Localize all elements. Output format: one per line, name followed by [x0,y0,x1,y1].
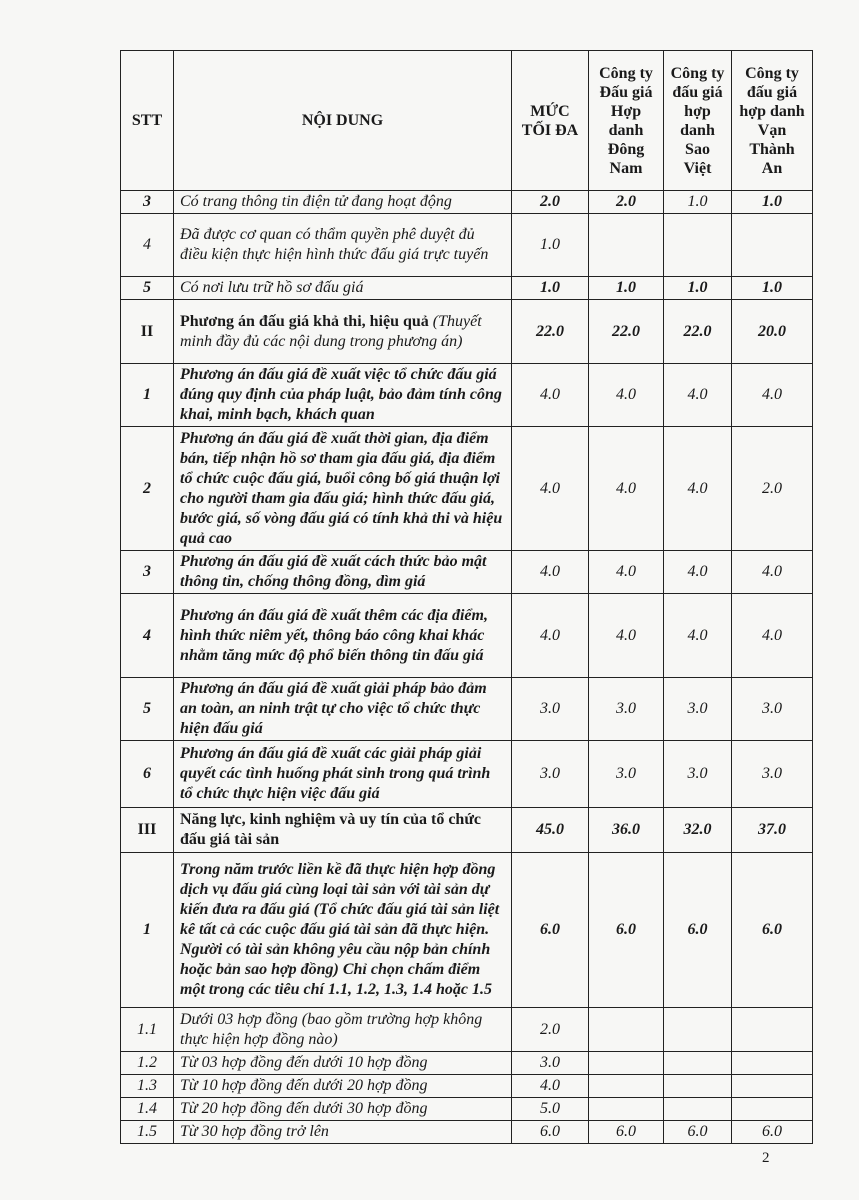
row-cty3: 4.0 [732,594,813,678]
row-cty1: 1.0 [589,277,664,300]
row-content: Từ 30 hợp đồng trở lên [174,1121,512,1144]
row-cty1: 4.0 [589,364,664,427]
table-row [121,427,813,551]
row-cty3 [732,1075,813,1098]
row-cty3: 6.0 [732,853,813,1008]
row-cty1: 3.0 [589,741,664,808]
row-cty2 [664,1098,732,1121]
header-cty-dong-nam: Công ty Đấu giá Hợp danh Đông Nam [589,51,664,191]
row-cty2: 4.0 [664,551,732,594]
table-row [121,551,813,594]
row-cty2: 3.0 [664,678,732,741]
scoring-table [120,50,813,1144]
row-cty3: 1.0 [732,191,813,214]
row-content: Phương án đấu giá đề xuất việc tổ chức đấu giá đúng quy định của pháp luật, bảo đảm tính công khai, minh bạch, khách quan [174,364,512,427]
row-max: 2.0 [512,191,589,214]
row-stt: 1.4 [121,1098,174,1121]
row-cty1 [589,1008,664,1052]
table-row [121,364,813,427]
row-cty3: 4.0 [732,551,813,594]
row-max: 45.0 [512,808,589,853]
row-max: 3.0 [512,1052,589,1075]
row-stt: 1 [121,364,174,427]
row-cty2: 32.0 [664,808,732,853]
row-cty3: 37.0 [732,808,813,853]
row-max: 4.0 [512,551,589,594]
header-stt: STT [121,51,174,191]
row-stt: 5 [121,678,174,741]
row-max: 4.0 [512,594,589,678]
header-cty-sao-viet: Công ty đấu giá hợp danh Sao Việt [664,51,732,191]
row-cty2 [664,1075,732,1098]
row-cty1: 2.0 [589,191,664,214]
row-content: Phương án đấu giá đề xuất thời gian, địa điểm bán, tiếp nhận hồ sơ tham gia đấu giá, địa điểm tổ chức cuộc đấu giá, buổi công bố giá thuận lợi cho người tham gia đấu giá; hình thức đấu giá, bước giá, số vòng đấu giá có tính khả thi và hiệu quả cao [174,427,512,551]
row-stt: 3 [121,191,174,214]
row-cty2: 4.0 [664,427,732,551]
row-cty2: 6.0 [664,1121,732,1144]
table-row [121,1121,813,1144]
row-max: 3.0 [512,741,589,808]
table-row [121,191,813,214]
row-content: Phương án đấu giá đề xuất cách thức bảo mật thông tin, chống thông đồng, dìm giá [174,551,512,594]
row-cty2 [664,214,732,277]
table-row [121,1098,813,1121]
row-content: Phương án đấu giá đề xuất giải pháp bảo đảm an toàn, an ninh trật tự cho việc tổ chức thực hiện đấu giá [174,678,512,741]
row-max: 6.0 [512,1121,589,1144]
header-noi-dung: NỘI DUNG [174,51,512,191]
row-max: 4.0 [512,427,589,551]
row-cty1: 3.0 [589,678,664,741]
row-max: 6.0 [512,853,589,1008]
row-cty1 [589,1052,664,1075]
row-content: Từ 10 hợp đồng đến dưới 20 hợp đồng [174,1075,512,1098]
row-stt: 1.1 [121,1008,174,1052]
table-row [121,853,813,1008]
row-cty3 [732,1052,813,1075]
table-row [121,678,813,741]
row-cty2: 4.0 [664,364,732,427]
row-stt: 6 [121,741,174,808]
row-max: 3.0 [512,678,589,741]
row-cty3: 1.0 [732,277,813,300]
row-content: Đã được cơ quan có thẩm quyền phê duyệt đủ điều kiện thực hiện hình thức đấu giá trực tuyến [174,214,512,277]
row-cty3 [732,214,813,277]
row-max: 2.0 [512,1008,589,1052]
table-row [121,1008,813,1052]
row-stt: 5 [121,277,174,300]
table-row [121,1075,813,1098]
row-cty1: 4.0 [589,551,664,594]
row-max: 4.0 [512,364,589,427]
row-cty1: 4.0 [589,427,664,551]
row-stt: 4 [121,214,174,277]
row-stt: 1.3 [121,1075,174,1098]
row-cty2 [664,1008,732,1052]
row-cty3 [732,1098,813,1121]
row-cty2: 6.0 [664,853,732,1008]
table-row [121,300,813,364]
row-content: Từ 20 hợp đồng đến dưới 30 hợp đồng [174,1098,512,1121]
row-content [174,300,512,364]
row-cty2 [664,1052,732,1075]
row-cty2: 22.0 [664,300,732,364]
row-content: Dưới 03 hợp đồng (bao gồm trường hợp không thực hiện hợp đồng nào) [174,1008,512,1052]
row-cty1 [589,214,664,277]
row-content-note: (Thuyết minh đầy đủ các nội dung trong phương án) [180,312,482,350]
table-row [121,214,813,277]
row-cty1 [589,1098,664,1121]
row-cty3: 3.0 [732,741,813,808]
row-cty3: 6.0 [732,1121,813,1144]
table-row [121,1052,813,1075]
row-cty1: 4.0 [589,594,664,678]
row-max: 1.0 [512,277,589,300]
row-max: 4.0 [512,1075,589,1098]
header-muc-toi-da: MỨC TỐI ĐA [512,51,589,191]
header-cty-van-thanh-an: Công ty đấu giá hợp danh Vạn Thành An [732,51,813,191]
row-cty3: 3.0 [732,678,813,741]
row-cty2: 1.0 [664,191,732,214]
row-content: Phương án đấu giá đề xuất các giải pháp giải quyết các tình huống phát sinh trong quá trình tổ chức thực hiện việc đấu giá [174,741,512,808]
row-cty3: 20.0 [732,300,813,364]
row-max: 22.0 [512,300,589,364]
row-stt: II [121,300,174,364]
row-stt: III [121,808,174,853]
table-row [121,594,813,678]
table-row [121,808,813,853]
table-row [121,741,813,808]
row-cty2: 1.0 [664,277,732,300]
row-cty1 [589,1075,664,1098]
page-number: 2 [762,1150,770,1166]
row-stt: 2 [121,427,174,551]
row-stt: 1.2 [121,1052,174,1075]
row-cty2: 4.0 [664,594,732,678]
row-max: 1.0 [512,214,589,277]
row-content: Năng lực, kinh nghiệm và uy tín của tổ chức đấu giá tài sản [174,808,512,853]
header-row [121,51,813,191]
row-cty1: 22.0 [589,300,664,364]
row-cty1: 36.0 [589,808,664,853]
row-cty2: 3.0 [664,741,732,808]
table-row [121,277,813,300]
row-content-bold: Phương án đấu giá khả thi, hiệu quả [180,312,429,330]
row-content: Phương án đấu giá đề xuất thêm các địa điểm, hình thức niêm yết, thông báo công khai khác nhằm tăng mức độ phổ biến thông tin đấu giá [174,594,512,678]
row-cty3: 2.0 [732,427,813,551]
row-cty3: 4.0 [732,364,813,427]
row-cty1: 6.0 [589,853,664,1008]
row-content: Từ 03 hợp đồng đến dưới 10 hợp đồng [174,1052,512,1075]
row-stt: 1 [121,853,174,1008]
row-stt: 1.5 [121,1121,174,1144]
row-content: Có nơi lưu trữ hồ sơ đấu giá [174,277,512,300]
row-stt: 3 [121,551,174,594]
row-content: Trong năm trước liền kề đã thực hiện hợp đồng dịch vụ đấu giá cùng loại tài sản với tài sản dự kiến đưa ra đấu giá (Tổ chức đấu giá tài sản liệt kê tất cả các cuộc đấu giá tài sản đã thực hiện. Người có tài sản không yêu cầu nộp bản chính hoặc bản sao hợp đồng) Chỉ chọn chấm điểm một trong các tiêu chí 1.1, 1.2, 1.3, 1.4 hoặc 1.5 [174,853,512,1008]
row-cty3 [732,1008,813,1052]
row-cty1: 6.0 [589,1121,664,1144]
row-content: Có trang thông tin điện tử đang hoạt động [174,191,512,214]
row-max: 5.0 [512,1098,589,1121]
row-stt: 4 [121,594,174,678]
